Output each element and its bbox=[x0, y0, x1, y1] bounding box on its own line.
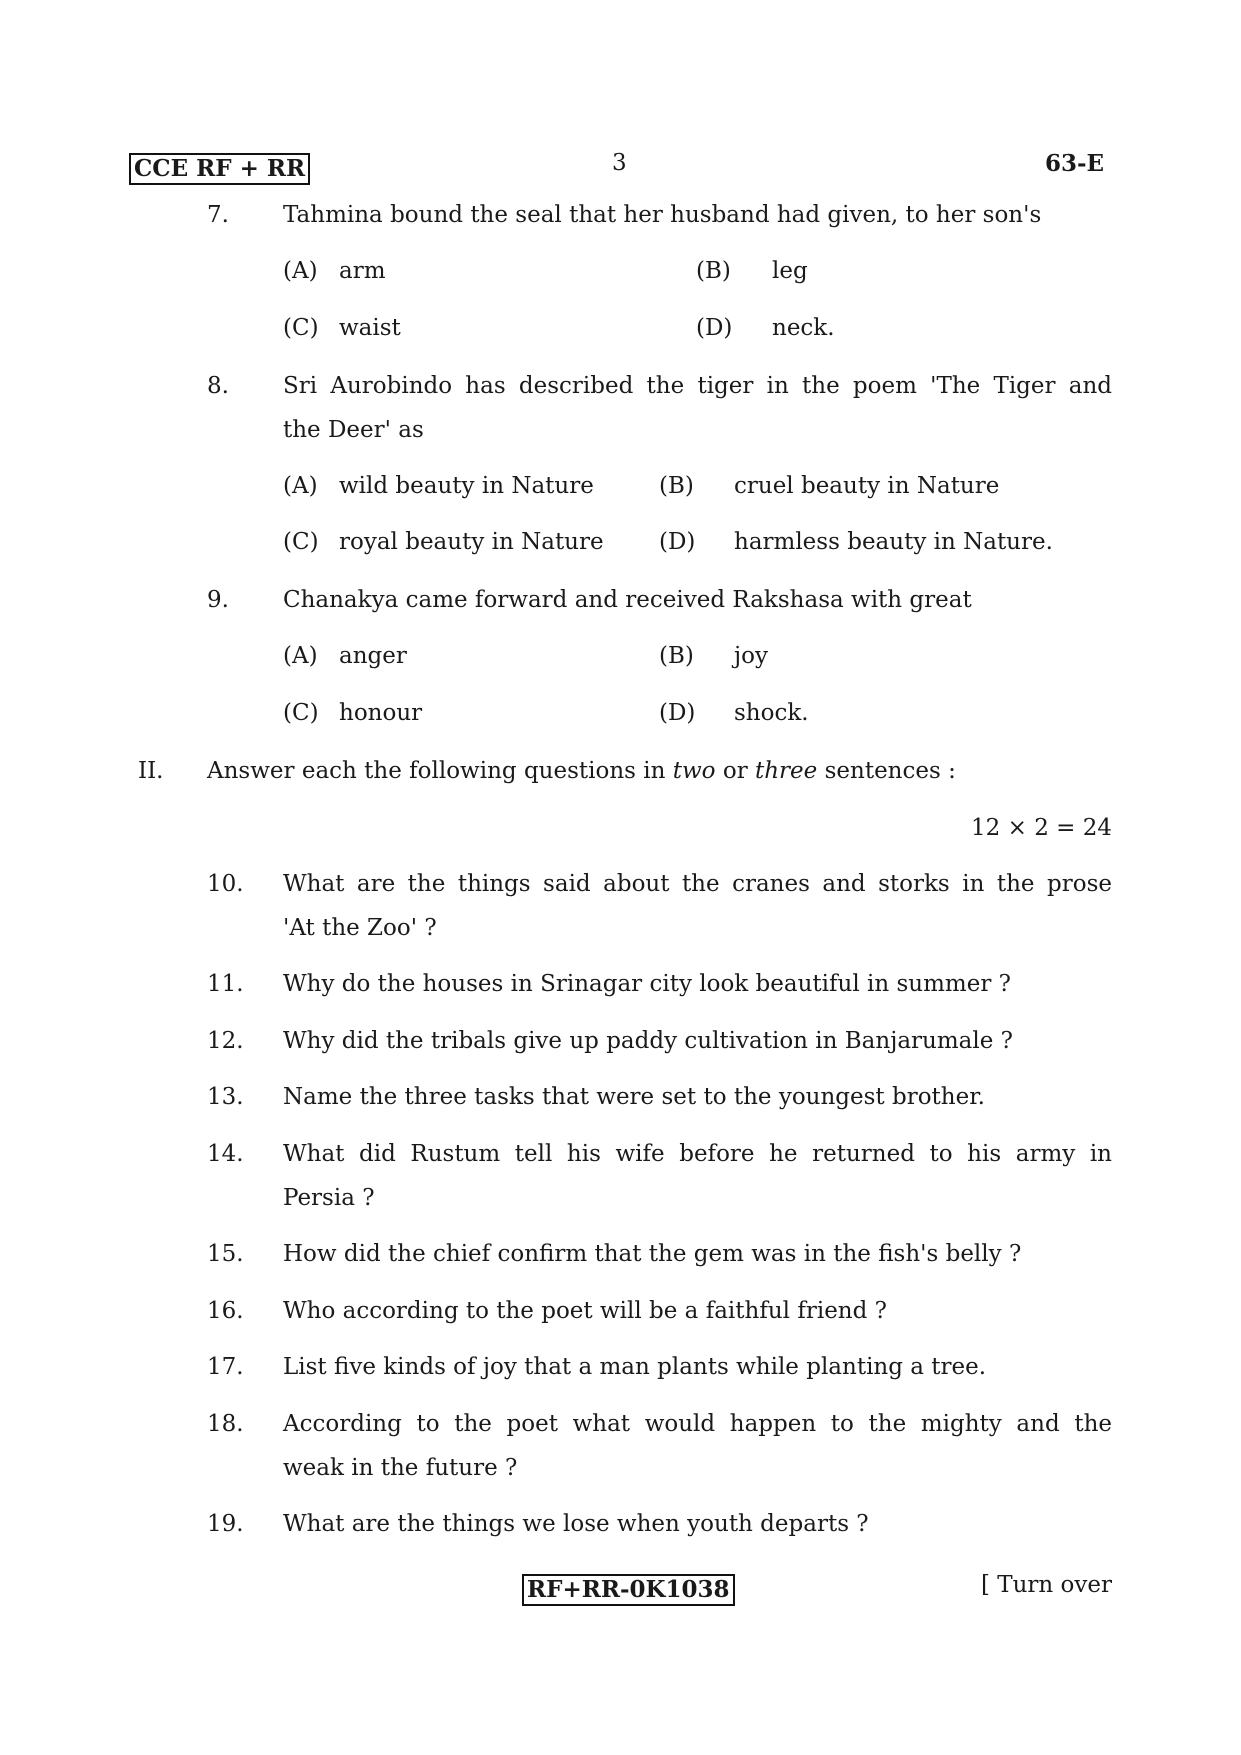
question-number: 11. bbox=[207, 971, 244, 997]
question-number: 7. bbox=[207, 202, 229, 228]
question-text-line-2: 'At the Zoo' ? bbox=[283, 915, 437, 941]
question-number: 10. bbox=[207, 871, 244, 897]
option-text: honour bbox=[339, 700, 423, 726]
option-text: cruel beauty in Nature bbox=[734, 473, 1000, 499]
section-instruction bbox=[207, 749, 956, 793]
option-text: leg bbox=[772, 258, 808, 284]
option-label: (B) bbox=[696, 258, 731, 284]
question-number: 17. bbox=[207, 1354, 244, 1380]
question-text: List five kinds of joy that a man plants while planting a tree. bbox=[283, 1354, 987, 1380]
option-label: (C) bbox=[283, 700, 319, 726]
instruction-emphasis: three bbox=[755, 758, 818, 784]
footer-paper-code-box: RF+RR-0K1038 bbox=[522, 1574, 735, 1606]
option-text: neck. bbox=[772, 315, 835, 341]
question-text-line-2: weak in the future ? bbox=[283, 1455, 518, 1481]
question-text: Chanakya came forward and received Rakshasa with great bbox=[283, 587, 972, 613]
question-number: 12. bbox=[207, 1028, 244, 1054]
option-text: royal beauty in Nature bbox=[339, 529, 604, 555]
marks-allocation: 12 × 2 = 24 bbox=[971, 815, 1112, 841]
turn-over-note: [ Turn over bbox=[980, 1572, 1112, 1598]
question-number: 18. bbox=[207, 1411, 244, 1437]
option-text: waist bbox=[339, 315, 401, 341]
section-number: II. bbox=[138, 758, 164, 784]
option-label: (D) bbox=[696, 315, 733, 341]
instruction-text: Answer each the following questions in bbox=[207, 758, 673, 784]
header-series-box: CCE RF + RR bbox=[129, 153, 310, 185]
option-label: (D) bbox=[659, 700, 696, 726]
option-text: arm bbox=[339, 258, 386, 284]
question-number: 9. bbox=[207, 587, 229, 613]
question-number: 14. bbox=[207, 1141, 244, 1167]
option-text: shock. bbox=[734, 700, 809, 726]
question-number: 15. bbox=[207, 1241, 244, 1267]
page-number: 3 bbox=[612, 150, 627, 176]
question-text: Why do the houses in Srinagar city look beautiful in summer ? bbox=[283, 971, 1011, 997]
option-text: harmless beauty in Nature. bbox=[734, 529, 1053, 555]
question-text: How did the chief confirm that the gem was in the fish's belly ? bbox=[283, 1241, 1022, 1267]
question-text-line-1: What did Rustum tell his wife before he returned to his army in bbox=[283, 1141, 1112, 1167]
question-text-line-1: Sri Aurobindo has described the tiger in the poem 'The Tiger and bbox=[283, 373, 1112, 399]
question-text: Why did the tribals give up paddy cultivation in Banjarumale ? bbox=[283, 1028, 1013, 1054]
option-text: joy bbox=[734, 643, 768, 669]
option-label: (B) bbox=[659, 473, 694, 499]
question-text: Tahmina bound the seal that her husband had given, to her son's bbox=[283, 202, 1042, 228]
option-label: (C) bbox=[283, 315, 319, 341]
question-number: 16. bbox=[207, 1298, 244, 1324]
option-label: (A) bbox=[283, 643, 318, 669]
question-text: Who according to the poet will be a faithful friend ? bbox=[283, 1298, 887, 1324]
question-text-line-2: Persia ? bbox=[283, 1185, 375, 1211]
question-number: 19. bbox=[207, 1511, 244, 1537]
instruction-emphasis: two bbox=[672, 758, 716, 784]
question-number: 8. bbox=[207, 373, 229, 399]
option-label: (D) bbox=[659, 529, 696, 555]
question-text: Name the three tasks that were set to the youngest brother. bbox=[283, 1084, 985, 1110]
option-label: (A) bbox=[283, 473, 318, 499]
option-label: (C) bbox=[283, 529, 319, 555]
option-text: wild beauty in Nature bbox=[339, 473, 594, 499]
question-number: 13. bbox=[207, 1084, 244, 1110]
option-label: (A) bbox=[283, 258, 318, 284]
option-label: (B) bbox=[659, 643, 694, 669]
question-text-line-2: the Deer' as bbox=[283, 417, 424, 443]
instruction-text: sentences : bbox=[817, 758, 956, 784]
instruction-text: or bbox=[715, 758, 755, 784]
question-text-line-1: What are the things said about the cranes and storks in the prose bbox=[283, 871, 1112, 897]
option-text: anger bbox=[339, 643, 407, 669]
question-text-line-1: According to the poet what would happen to the mighty and the bbox=[283, 1411, 1112, 1437]
paper-code: 63-E bbox=[1045, 150, 1105, 177]
question-text: What are the things we lose when youth departs ? bbox=[283, 1511, 869, 1537]
